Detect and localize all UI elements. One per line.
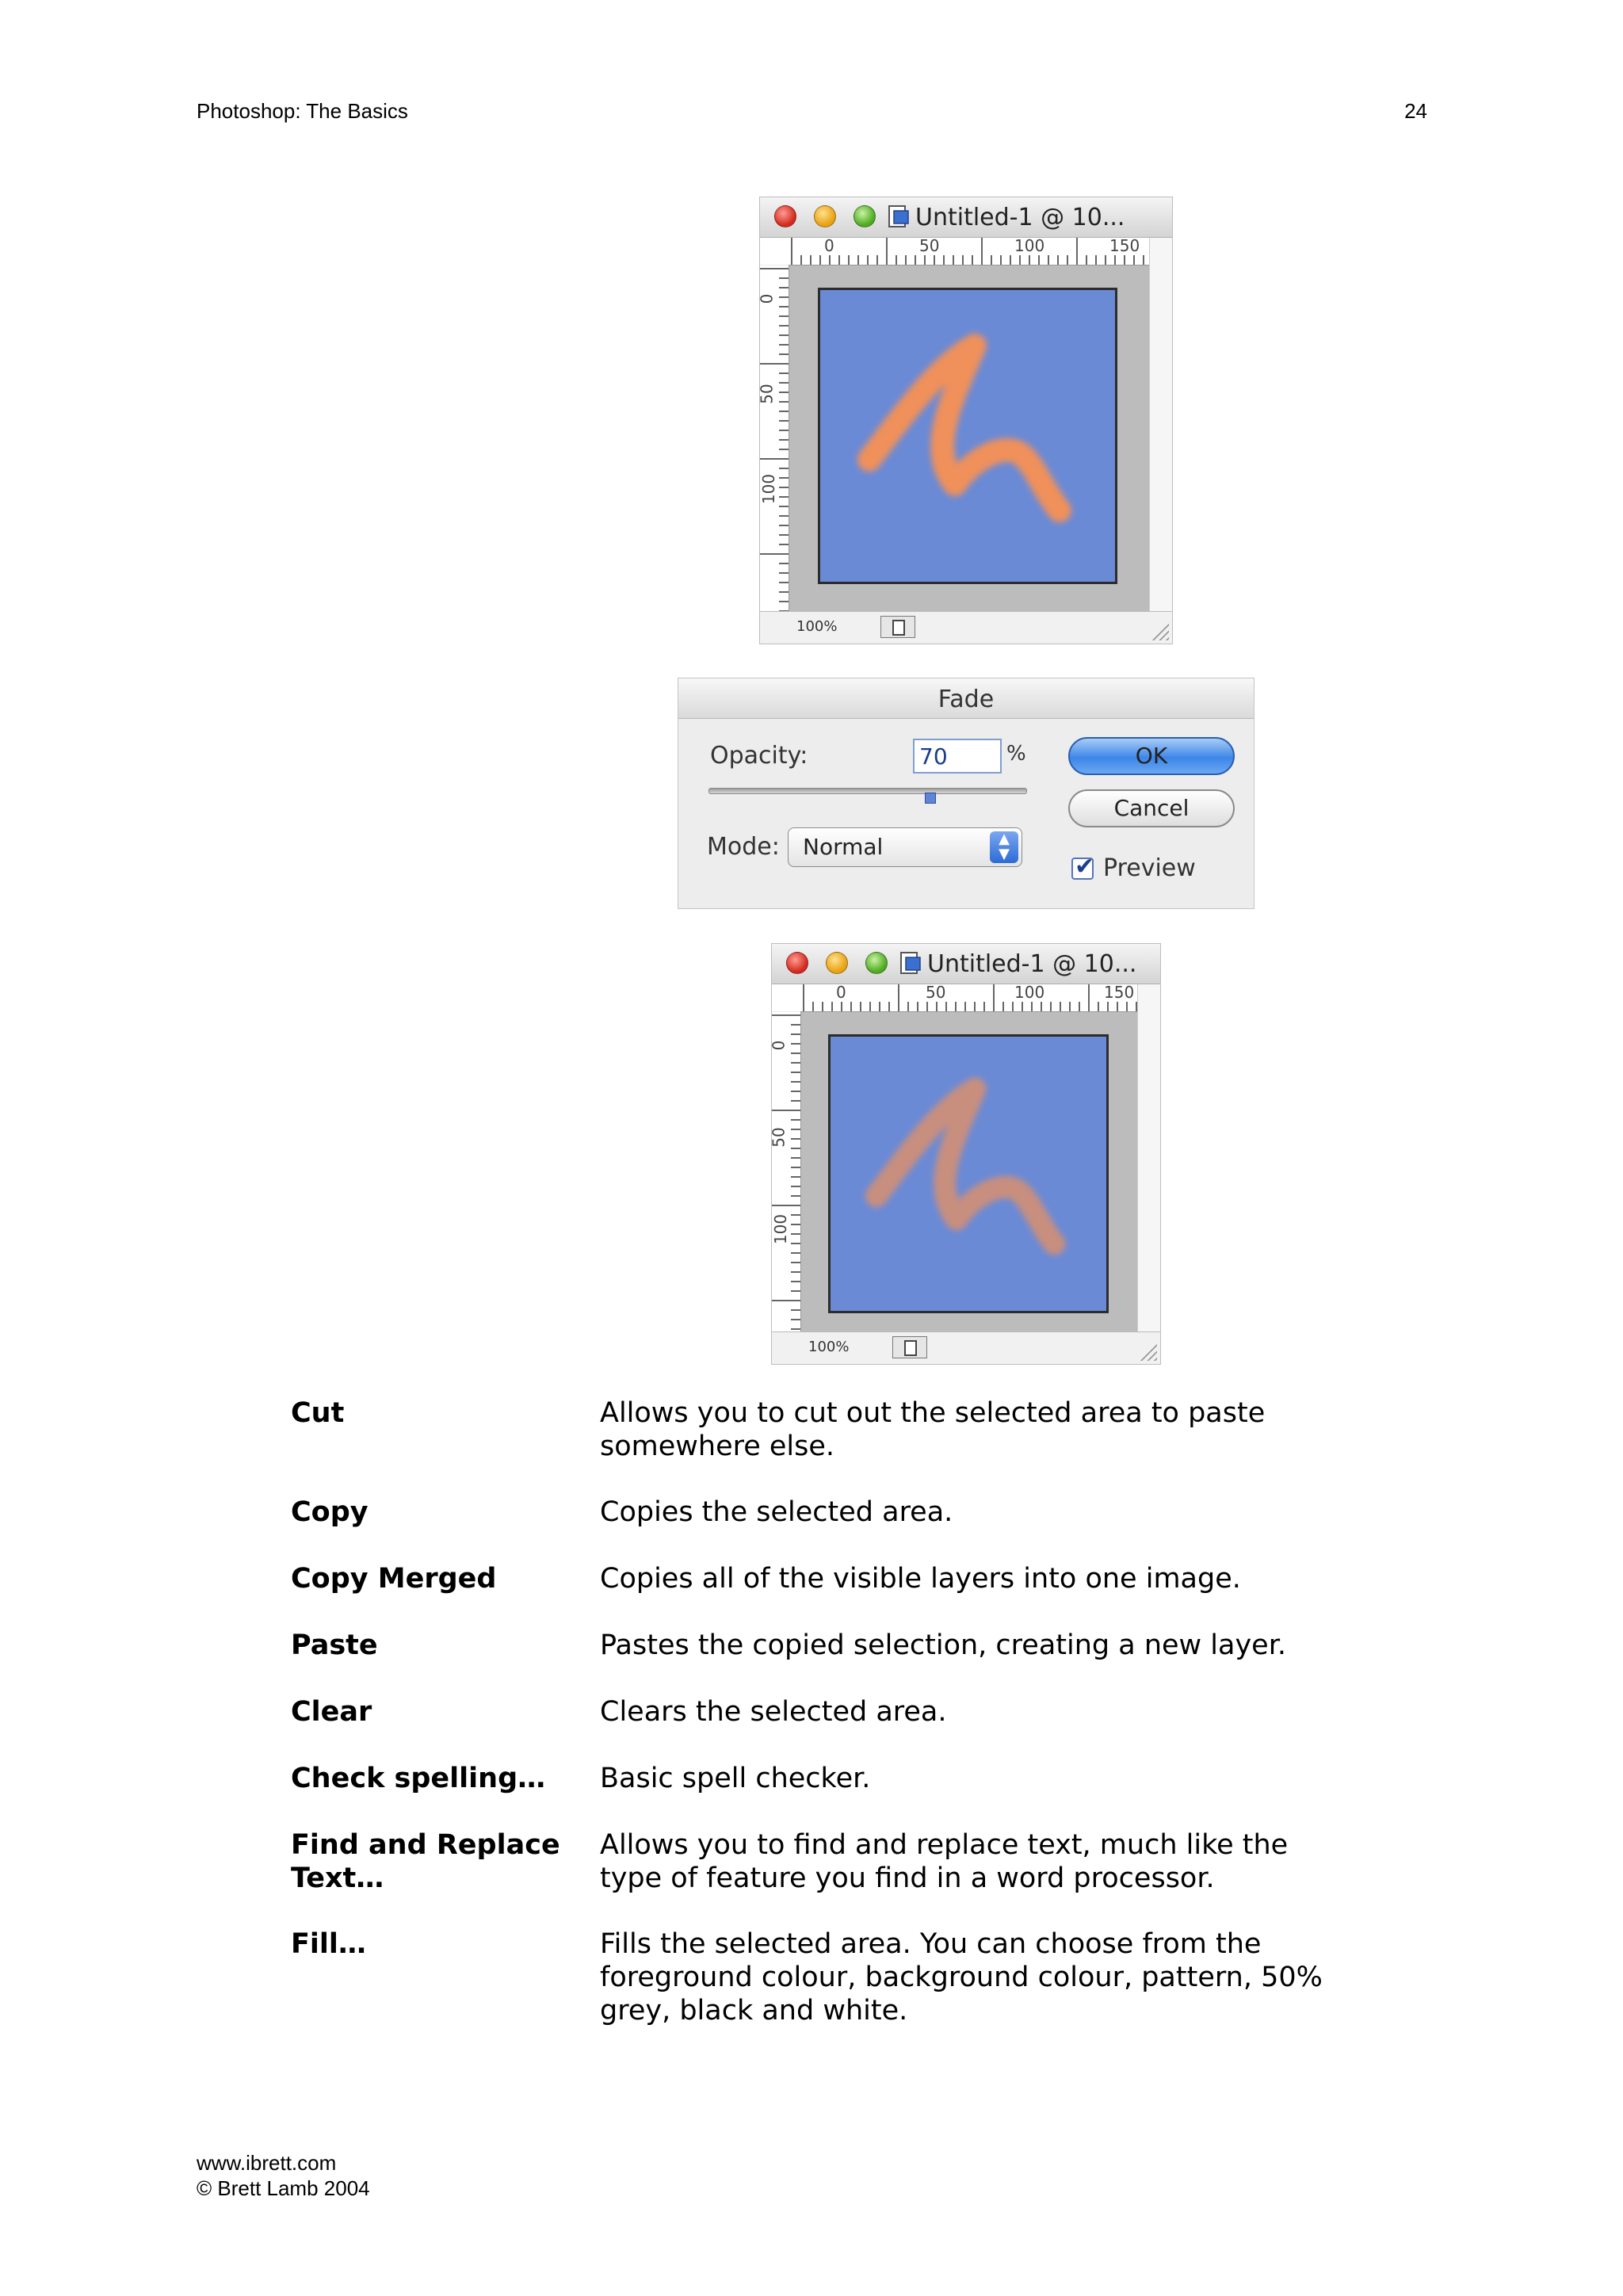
ruler-tick-label: 0 bbox=[757, 293, 777, 304]
definition-term: Paste bbox=[291, 1629, 378, 1661]
status-bar bbox=[760, 611, 1172, 644]
vertical-scrollbar[interactable] bbox=[1137, 984, 1160, 1332]
ruler-tick-label: 100 bbox=[759, 473, 779, 505]
document-info-button[interactable] bbox=[892, 1336, 927, 1358]
opacity-input[interactable]: 70 bbox=[913, 739, 1002, 774]
window-title: Untitled-1 @ 10... bbox=[927, 950, 1137, 978]
zoom-button[interactable] bbox=[854, 205, 876, 227]
canvas-pasteboard bbox=[801, 1012, 1138, 1332]
document-info-button[interactable] bbox=[880, 616, 915, 638]
definition-term: Check spelling… bbox=[291, 1763, 546, 1794]
definition-term: Cut bbox=[291, 1397, 345, 1429]
ruler-tick-label: 0 bbox=[769, 1040, 789, 1051]
ruler-tick-label: 100 bbox=[1014, 983, 1045, 1002]
vertical-ruler bbox=[757, 266, 789, 612]
ruler-corner bbox=[760, 238, 789, 265]
ruler-ticks-h bbox=[789, 238, 1150, 265]
definition-term: Find and Replace Text… bbox=[291, 1829, 560, 1894]
definition-term: Copy bbox=[291, 1496, 369, 1528]
ruler-tick-label: 0 bbox=[824, 236, 834, 255]
definition-term: Fill… bbox=[291, 1928, 366, 1960]
percent-label: % bbox=[1006, 742, 1026, 766]
ruler-ticks-v bbox=[757, 266, 789, 612]
minimize-button[interactable] bbox=[826, 952, 848, 974]
fade-dialog bbox=[678, 678, 1254, 909]
mode-value: Normal bbox=[803, 834, 884, 860]
definition-description: Fills the selected area. You can choose from the foreground colour, background colour, pattern, 50% grey, black and white. bbox=[600, 1928, 1323, 2027]
ruler-tick-label: 50 bbox=[769, 1127, 789, 1148]
mode-select[interactable] bbox=[788, 827, 1022, 867]
resize-grip[interactable] bbox=[1151, 623, 1169, 640]
window-titlebar[interactable] bbox=[760, 197, 1172, 238]
definition-description: Allows you to find and replace text, much like the type of feature you find in a word processor. bbox=[600, 1829, 1289, 1894]
preview-label[interactable]: Preview bbox=[1103, 854, 1196, 882]
close-button[interactable] bbox=[786, 952, 808, 974]
definition-description: Copies all of the visible layers into one image. bbox=[600, 1563, 1241, 1595]
zoom-button[interactable] bbox=[865, 952, 888, 974]
ruler-tick-label: 100 bbox=[1014, 236, 1045, 255]
document-icon bbox=[887, 204, 911, 230]
photoshop-window-after bbox=[771, 943, 1161, 1365]
mode-label: Mode: bbox=[707, 833, 780, 861]
ruler-tick-label: 100 bbox=[771, 1213, 791, 1245]
window-titlebar[interactable] bbox=[772, 944, 1160, 984]
opacity-label: Opacity: bbox=[710, 742, 808, 770]
ruler-tick-label: 50 bbox=[757, 384, 777, 404]
ruler-ticks-v bbox=[772, 1012, 800, 1332]
select-arrows-icon: ▲ ▼ bbox=[990, 831, 1018, 863]
ruler-tick-label: 0 bbox=[836, 983, 846, 1002]
dialog-title: Fade bbox=[938, 686, 995, 713]
status-bar bbox=[772, 1331, 1160, 1364]
footer-copyright: © Brett Lamb 2004 bbox=[197, 2176, 370, 2200]
checkmark-icon: ✔ bbox=[1075, 853, 1095, 881]
window-title: Untitled-1 @ 10... bbox=[915, 204, 1125, 231]
ruler-tick-label: 150 bbox=[1109, 236, 1140, 255]
preview-checkbox[interactable] bbox=[1071, 853, 1095, 881]
horizontal-ruler bbox=[800, 984, 1138, 1012]
brush-stroke bbox=[831, 1037, 1106, 1311]
canvas-pasteboard bbox=[789, 266, 1150, 612]
image-canvas[interactable] bbox=[818, 288, 1117, 584]
image-canvas[interactable] bbox=[828, 1034, 1109, 1313]
footer-url: www.ibrett.com bbox=[197, 2151, 337, 2175]
cancel-button[interactable]: Cancel bbox=[1068, 789, 1235, 827]
opacity-slider-thumb[interactable] bbox=[925, 793, 936, 804]
vertical-scrollbar[interactable] bbox=[1149, 238, 1172, 612]
definition-description: Pastes the copied selection, creating a new layer. bbox=[600, 1629, 1287, 1661]
zoom-level[interactable]: 100% bbox=[808, 1339, 850, 1355]
document-title: Photoshop: The Basics bbox=[197, 99, 408, 123]
page-number: 24 bbox=[1404, 99, 1427, 123]
definition-term: Copy Merged bbox=[291, 1563, 497, 1595]
ruler-tick-label: 50 bbox=[919, 236, 940, 255]
ruler-corner bbox=[772, 984, 800, 1011]
brush-stroke bbox=[820, 290, 1115, 582]
close-button[interactable] bbox=[774, 205, 796, 227]
ruler-tick-label: 50 bbox=[926, 983, 946, 1002]
photoshop-window-before bbox=[759, 197, 1173, 644]
definition-description: Allows you to cut out the selected area to paste somewhere else. bbox=[600, 1397, 1266, 1462]
definition-term: Clear bbox=[291, 1696, 372, 1728]
ruler-ticks-h bbox=[800, 984, 1138, 1011]
vertical-ruler bbox=[769, 1012, 801, 1332]
horizontal-ruler bbox=[789, 238, 1150, 266]
ruler-tick-label: 150 bbox=[1104, 983, 1135, 1002]
document-icon bbox=[899, 951, 922, 976]
resize-grip[interactable] bbox=[1140, 1343, 1157, 1361]
minimize-button[interactable] bbox=[814, 205, 836, 227]
opacity-slider[interactable] bbox=[708, 788, 1027, 794]
ok-button[interactable]: OK bbox=[1068, 737, 1235, 775]
definition-description: Copies the selected area. bbox=[600, 1496, 953, 1528]
definition-description: Basic spell checker. bbox=[600, 1763, 871, 1794]
zoom-level[interactable]: 100% bbox=[796, 618, 838, 635]
dialog-titlebar[interactable] bbox=[678, 678, 1254, 719]
definition-description: Clears the selected area. bbox=[600, 1696, 947, 1728]
